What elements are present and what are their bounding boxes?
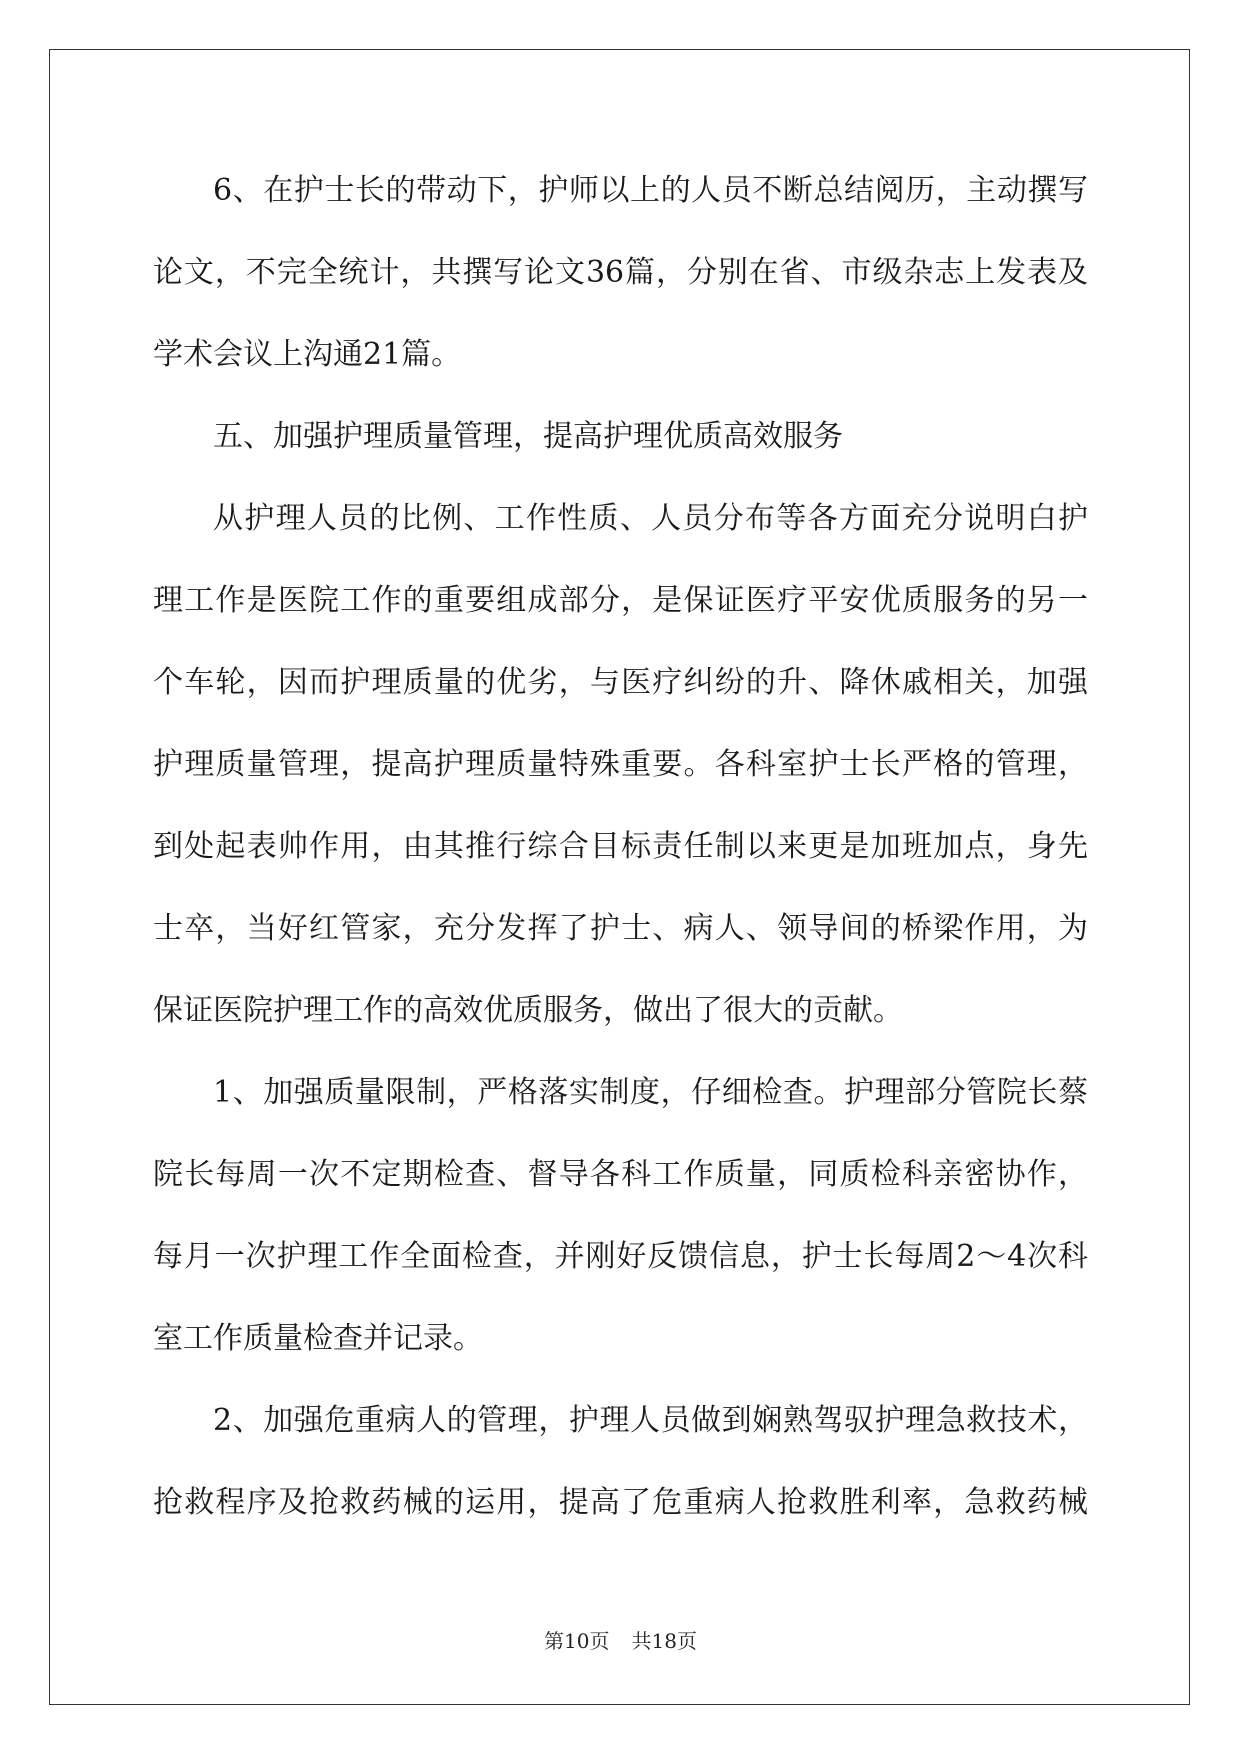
text-line: 每月一次护理工作全面检查，并刚好反馈信息，护士长每周2～4次科: [153, 1239, 1088, 1274]
text-line: 学术会议上沟通21篇。: [153, 337, 462, 372]
page-total: 共18页: [631, 1629, 697, 1653]
text-line: 从护理人员的比例、工作性质、人员分布等各方面充分说明白护: [213, 501, 1088, 536]
text-line: 抢救程序及抢救药械的运用，提高了危重病人抢救胜利率，急救药械: [153, 1485, 1088, 1520]
section-heading: 五、加强护理质量管理，提高护理优质高效服务: [213, 419, 843, 454]
text-line: 到处起表帅作用，由其推行综合目标责任制以来更是加班加点，身先: [153, 829, 1088, 864]
text-line: 2、加强危重病人的管理，护理人员做到娴熟驾驭护理急救技术，: [213, 1403, 1088, 1438]
text-line: 1、加强质量限制，严格落实制度，仔细检查。护理部分管院长蔡: [213, 1075, 1088, 1110]
text-line: 护理质量管理，提高护理质量特殊重要。各科室护士长严格的管理，: [153, 747, 1088, 782]
text-line: 室工作质量检查并记录。: [153, 1321, 483, 1356]
text-line: 个车轮，因而护理质量的优劣，与医疗纠纷的升、降休戚相关，加强: [153, 665, 1088, 700]
text-line: 院长每周一次不定期检查、督导各科工作质量，同质检科亲密协作，: [153, 1157, 1088, 1192]
document-body: [153, 158, 1088, 1552]
text-line: 理工作是医院工作的重要组成部分，是保证医疗平安优质服务的另一: [153, 583, 1088, 618]
text-line: 保证医院护理工作的高效优质服务，做出了很大的贡献。: [153, 993, 903, 1028]
page-footer: [0, 1625, 1241, 1654]
text-line: 6、在护士长的带动下，护师以上的人员不断总结阅历，主动撰写: [213, 173, 1088, 208]
text-line: 士卒，当好红管家，充分发挥了护士、病人、领导间的桥梁作用，为: [153, 911, 1088, 946]
text-line: 论文，不完全统计，共撰写论文36篇，分别在省、市级杂志上发表及: [153, 255, 1088, 290]
page-number: 第10页: [544, 1629, 610, 1653]
